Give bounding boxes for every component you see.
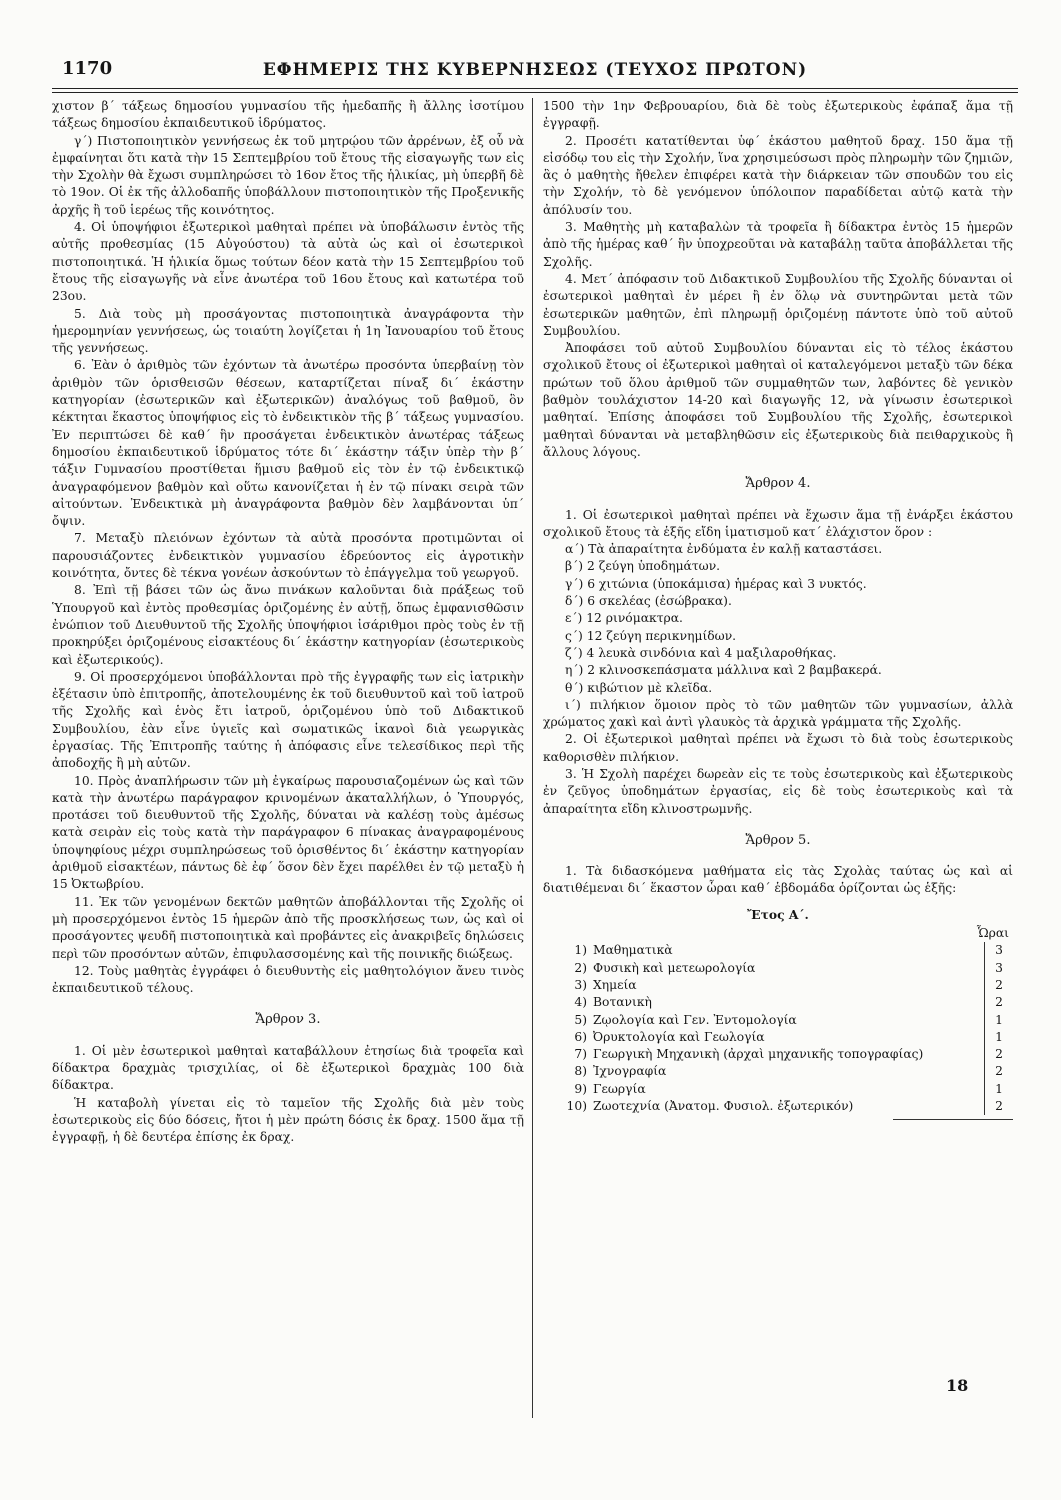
signature-mark: 18 xyxy=(946,1376,969,1395)
row-number: 3) xyxy=(574,977,587,992)
list-item: θ΄) κιβώτιον μὲ κλεῖδα. xyxy=(565,680,713,695)
list-item: δ΄) 6 σκελέας (ἐσώβρακα). xyxy=(565,594,732,609)
paragraph: Ἀποφάσει τοῦ αὐτοῦ Συμβουλίου δύνανται εἰς τὸ τέλος ἑκάστου σχολικοῦ ἔτους οἱ ἐξωτερικοὶ μαθηταὶ οἱ καταλεγόμενοι μεταξὺ τῶν δέκα πρώτων τοῦ ὅλου ἀριθμοῦ τῶν συμμαθητῶν των, λαβόντες δὲ γενικὸν βαθμὸν τουλάχιστον 14-20 καὶ διαγωγῆς 12, νὰ γίνωσιν ἐσωτερικοὶ μαθηταί. Ἐπίσης ἀποφάσει τοῦ Συμβουλίου τῆς Σχολῆς, ἐσωτερικοὶ μαθηταὶ δύνανται νὰ μεταβληθῶσιν εἰς ἐξωτερικοὺς διὰ πειθαρχικοὺς ἢ ἄλλους λόγους. xyxy=(543,341,1013,459)
table-row xyxy=(543,1081,1013,1098)
subject-name: Ζῳολογία καὶ Γεν. Ἐντομολογία xyxy=(593,1012,985,1029)
subject-hours: 3 xyxy=(995,960,1003,975)
header-rule-top xyxy=(52,88,1018,89)
subject-hours: 2 xyxy=(995,1099,1003,1114)
subject-hours: 2 xyxy=(995,1047,1003,1062)
paragraph: χιστον β΄ τάξεως δημοσίου γυμνασίου τῆς ἡμεδαπῆς ἢ ἄλλης ἰσοτίμου τάξεως δημοσίου ἐκπαιδευτικοῦ ἱδρύματος. xyxy=(52,99,524,131)
year-label: Ἔτος Α΄. xyxy=(747,906,809,922)
paragraph: 1. Οἱ ἐσωτερικοὶ μαθηταὶ πρέπει νὰ ἔχωσιν ἅμα τῇ ἐνάρξει ἑκάστου σχολικοῦ ἔτους τὰ ἑξῆς εἴδη ἱματισμοῦ κατ΄ ἐλάχιστον ὅρον : xyxy=(543,507,1013,539)
subject-hours: 1 xyxy=(995,1029,1003,1044)
paragraph: 1. Οἱ μὲν ἐσωτερικοὶ μαθηταὶ καταβάλλουν ἐτησίως διὰ τροφεῖα καὶ δίδακτρα δραχμὰς τρισχιλίας, οἱ δὲ ἐξωτερικοὶ δραχμὰς 100 διὰ δίδακτρα. xyxy=(52,1043,524,1093)
subject-hours: 2 xyxy=(995,1064,1003,1079)
paragraph: 4. Μετ΄ ἀπόφασιν τοῦ Διδακτικοῦ Συμβουλίου τῆς Σχολῆς δύνανται οἱ ἐσωτερικοὶ μαθηταὶ ἐν μέρει ἢ ἐν ὅλῳ νὰ συντηρῶνται μετὰ τῶν ἐσωτερικῶν μαθητῶν, ἐπὶ πληρωμῇ ὁριζομένῃ πάντοτε ὑπὸ τοῦ αὐτοῦ Συμβουλίου. xyxy=(543,271,1013,338)
list-item: ι΄) πιλήκιον ὅμοιον πρὸς τὸ τῶν μαθητῶν τῶν γυμνασίων, ἀλλὰ χρώματος χακὶ καὶ ἀντὶ γλαυκὸς τὰ ἀρχικὰ γράμματα τῆς Σχολῆς. xyxy=(543,697,1013,730)
article-heading: Ἄρθρον 4. xyxy=(745,476,811,492)
paragraph: 7. Μεταξὺ πλειόνων ἐχόντων τὰ αὐτὰ προσόντα προτιμῶνται οἱ παρουσιάζοντες ἐνδεικτικὸν γυμνασίου ἑδρεύοντος εἰς ἀγροτικὴν κοινότητα, ὄντες δὲ τέκνα γονέων ἀσκούντων τὸ ἐπάγγελμα τοῦ γεωργοῦ. xyxy=(52,531,524,581)
right-column xyxy=(543,98,1013,1120)
paragraph: 6. Ἐὰν ὁ ἀριθμὸς τῶν ἐχόντων τὰ ἀνωτέρω προσόντα ὑπερβαίνῃ τὸν ἀριθμὸν τῶν ὁρισθεισῶν θέσεων, καταρτίζεται πίναξ δι΄ ἑκάστην κατηγορίαν (ἐσωτερικῶν καὶ ἐξωτερικῶν) ἀναλόγως τοῦ βαθμοῦ, ὃν κέκτηται ἕκαστος ὑποψήφιος εἰς τὸ ἐνδεικτικὸν τῆς β΄ τάξεως γυμνασίου. Ἐν περιπτώσει δὲ καθ΄ ἣν προσάγεται ἐνδεικτικὸν ἀνωτέρας τάξεως δημοσίου ἐκπαιδευτικοῦ ἱδρύματος τότε δι΄ ἑκάστην τάξιν ὑπὲρ τὴν β΄ τάξιν Γυμνασίου προστίθεται ἥμισυ βαθμοῦ εἰς τὸν ἐν τῷ ἐνδεικτικῷ ἀναγραφόμενον βαθμὸν καὶ οὕτω κανονίζεται ἡ ἐν τῷ πίνακι σειρὰ τῶν αἰτούντων. Ἐνδεικτικὰ μὴ ἀναγράφοντα βαθμὸν δὲν λαμβάνονται ὑπ΄ ὄψιν. xyxy=(52,358,524,529)
list-item: γ΄) 6 χιτώνια (ὑποκάμισα) ἡμέρας καὶ 3 νυκτός. xyxy=(565,576,867,591)
row-number: 9) xyxy=(574,1081,587,1096)
table-row xyxy=(543,1063,1013,1080)
subject-name: Γεωργικὴ Μηχανικὴ (ἀρχαὶ μηχανικῆς τοπογραφίας) xyxy=(593,1046,985,1063)
row-number: 5) xyxy=(574,1012,587,1027)
gazette-title: ΕΦΗΜΕΡΙΣ ΤΗΣ ΚΥΒΕΡΝΗΣΕΩΣ (ΤΕΥΧΟΣ ΠΡΩΤΟΝ) xyxy=(262,60,808,80)
page-number: 1170 xyxy=(62,58,113,79)
column-divider xyxy=(532,98,533,1418)
row-number: 1) xyxy=(574,943,587,958)
paragraph: 3. Ἡ Σχολὴ παρέχει δωρεὰν εἰς τε τοὺς ἐσωτερικοὺς καὶ ἐξωτερικοὺς ἐν ζεῦγος ὑποδημάτων ἐργασίας, εἰς δὲ τοὺς ἐσωτερικοὺς καὶ τὰ ἀπαραίτητα εἴδη κλινοστρωμνῆς. xyxy=(543,766,1013,816)
paragraph: 10. Πρὸς ἀναπλήρωσιν τῶν μὴ ἐγκαίρως παρουσιαζομένων ὡς καὶ τῶν κατὰ τὴν ἀνωτέρω παράγραφον κρινομένων ἀκαταλλήλων, ὁ Ὑπουργός, προτάσει τοῦ διευθυντοῦ τῆς Σχολῆς, δύναται νὰ καλέσῃ τοὺς ἀμέσως κατὰ σειρὰν εἰς τοὺς κατὰ τὴν παράγραφον 6 πίνακας ἀναγραφομένους ὑποψηφίους μέχρι συμπληρώσεως τοῦ ὁρισθέντος δι΄ ἑκάστην κατηγορίαν ἀριθμοῦ εἰσακτέων, πάντως δὲ ἐφ΄ ὅσον δὲν ἔχει παρέλθει ἐν τῷ μεταξὺ ἡ 15 Ὀκτωβρίου. xyxy=(52,773,524,892)
table-row xyxy=(543,1029,1013,1046)
subject-hours: 3 xyxy=(995,943,1003,958)
paragraph: 2. Προσέτι κατατίθενται ὑφ΄ ἑκάστου μαθητοῦ δραχ. 150 ἅμα τῇ εἰσόδῳ του εἰς τὴν Σχολήν, ἵνα χρησιμεύσωσι πρὸς πληρωμὴν τῶν ζημιῶν, ἃς ὁ μαθητὴς ἤθελεν ἐπιφέρει κατὰ τὴν διάρκειαν τῶν σπουδῶν του εἰς τὴν Σχολήν, τὸ δὲ γενόμενον ὑπόλοιπον παραδίδεται αὐτῷ κατὰ τὴν ἀπόλυσίν του. xyxy=(543,133,1013,217)
hours-label: Ὧραι xyxy=(976,926,1009,941)
table-row xyxy=(543,1046,1013,1063)
table-row xyxy=(543,960,1013,977)
list-item: ε΄) 12 ρινόμακτρα. xyxy=(565,611,683,626)
subject-hours: 1 xyxy=(995,1081,1003,1096)
subject-name: Μαθηματικὰ xyxy=(593,942,985,959)
subject-name: Ἰχνογραφία xyxy=(593,1063,985,1080)
subject-name: Φυσικὴ καὶ μετεωρολογία xyxy=(593,960,985,977)
list-item: η΄) 2 κλινοσκεπάσματα μάλλινα καὶ 2 βαμβακερά. xyxy=(565,663,882,678)
article-heading: Ἄρθρον 3. xyxy=(255,1012,321,1028)
row-number: 7) xyxy=(574,1047,587,1062)
paragraph: 5. Διὰ τοὺς μὴ προσάγοντας πιστοποιητικὰ ἀναγράφοντα τὴν ἡμερομηνίαν γεννήσεως, ὡς τοιαύτη λογίζεται ἡ 1η Ἰανουαρίου τοῦ ἔτους τῆς γεννήσεως. xyxy=(52,306,524,356)
paragraph: 9. Οἱ προσερχόμενοι ὑποβάλλονται πρὸ τῆς ἐγγραφῆς των εἰς ἰατρικὴν ἐξέτασιν ὑπὸ ἐπιτροπῆς, ἀποτελουμένης ἐκ τοῦ διευθυντοῦ καὶ τοῦ ἰατροῦ τῆς Σχολῆς καὶ ἑνὸς ἔτι ἰατροῦ, ὁριζομένου ὑπὸ τοῦ Διδακτικοῦ Συμβουλίου, ἐὰν εἶνε ὑγιεῖς καὶ σωματικῶς ἱκανοὶ διὰ γεωργικὰς ἐργασίας. Τῆς Ἐπιτροπῆς ταύτης ἡ ἀπόφασις εἶνε τελεσίδικος περὶ τῆς ἀποδοχῆς ἢ μὴ αὐτῶν. xyxy=(52,669,524,771)
page-header xyxy=(52,58,1018,86)
paragraph: 1500 τὴν 1ην Φεβρουαρίου, διὰ δὲ τοὺς ἐξωτερικοὺς ἐφάπαξ ἅμα τῇ ἐγγραφῇ. xyxy=(543,99,1013,131)
paragraph: 11. Ἐκ τῶν γενομένων δεκτῶν μαθητῶν ἀποβάλλονται τῆς Σχολῆς οἱ μὴ προσερχόμενοι ἐντὸς 15 ἡμερῶν ἀπὸ τῆς προσκλήσεως των, ὡς καὶ οἱ προσάγοντες ψευδῆ πιστοποιητικὰ καὶ προβάντες εἰς ἀνακριβεῖς δηλώσεις περὶ τῶν προσόντων αὐτῶν, ἐπιφυλασσομένης καὶ τῆς ποινικῆς διώξεως. xyxy=(52,894,524,961)
header-rule-bottom xyxy=(52,92,1018,93)
subject-name: Γεωργία xyxy=(593,1081,985,1098)
paragraph: 12. Τοὺς μαθητὰς ἐγγράφει ὁ διευθυντὴς εἰς μαθητολόγιον ἄνευ τινὸς ἐκπαιδευτικοῦ τέλους. xyxy=(52,963,524,996)
list-item: ζ΄) 4 λευκὰ σινδόνια καὶ 4 μαξιλαροθήκας. xyxy=(565,645,837,660)
subject-hours: 1 xyxy=(995,1012,1003,1027)
subject-name: Ζωοτεχνία (Ἀνατομ. Φυσιολ. ἐξωτερικόν) xyxy=(593,1098,985,1115)
row-number: 2) xyxy=(574,960,587,975)
table-row xyxy=(543,1098,1013,1115)
row-number: 6) xyxy=(574,1029,587,1044)
row-number: 4) xyxy=(574,995,587,1010)
timetable xyxy=(543,906,1013,1121)
table-row xyxy=(543,977,1013,994)
subject-name: Ὀρυκτολογία καὶ Γεωλογία xyxy=(593,1029,985,1046)
subject-hours: 2 xyxy=(995,995,1003,1010)
list-item: α΄) Τὰ ἀπαραίτητα ἐνδύματα ἐν καλῇ καταστάσει. xyxy=(565,542,883,557)
table-row xyxy=(543,994,1013,1011)
paragraph: 8. Ἐπὶ τῇ βάσει τῶν ὡς ἄνω πινάκων καλοῦνται διὰ πράξεως τοῦ Ὑπουργοῦ καὶ ἐντὸς προθεσμίας ὁριζομένης ἐν αὐτῇ, ὅπως ἐμφανισθῶσιν ἐνώπιον τοῦ Διευθυντοῦ τῆς Σχολῆς ὑποψήφιοι ἰσάριθμοι πρὸς τοὺς ἐν τῇ προκηρύξει ὁριζομένους εἰσακτέους δι΄ ἑκάστην κατηγορίαν (ἐσωτερικοὺς καὶ ἐξωτερικούς). xyxy=(52,583,524,667)
list-item: ς΄) 12 ζεύγη περικνημίδων. xyxy=(565,628,737,643)
table-bottom-rule xyxy=(893,1119,1013,1120)
table-row xyxy=(543,1012,1013,1029)
row-number: 10) xyxy=(566,1099,587,1114)
subject-hours: 2 xyxy=(995,977,1003,992)
left-column xyxy=(52,98,524,1147)
paragraph: γ΄) Πιστοποιητικὸν γεννήσεως ἐκ τοῦ μητρῴου τῶν ἀρρένων, ἐξ οὗ νὰ ἐμφαίνηται ὅτι κατὰ τὴν 15 Σεπτεμβρίου τοῦ ἔτους τῆς εἰσαγωγῆς των εἰς τὴν Σχολὴν θὰ ἔχωσι συμπληρώσει τὸ 16ον ἔτος τῆς ἡλικίας, μὴ ὑπερβῆ δὲ τὸ 19ον. Οἱ ἐκ τῆς ἀλλοδαπῆς ὑποβάλλουν πιστοποιητικὸν τῆς Προξενικῆς ἀρχῆς ἢ τοῦ ἱερέως τῆς κοινότητος. xyxy=(52,133,524,217)
article-heading: Ἄρθρον 5. xyxy=(745,832,811,848)
row-number: 8) xyxy=(574,1064,587,1079)
paragraph: 3. Μαθητὴς μὴ καταβαλὼν τὰ τροφεῖα ἢ δίδακτρα ἐντὸς 15 ἡμερῶν ἀπὸ τῆς ἡμέρας καθ΄ ἣν ὑποχρεοῦται νὰ καταβάλῃ ταῦτα ἀποβάλλεται τῆς Σχολῆς. xyxy=(543,220,1013,269)
paragraph: Ἡ καταβολὴ γίνεται εἰς τὸ ταμεῖον τῆς Σχολῆς διὰ μὲν τοὺς ἐσωτερικοὺς εἰς δύο δόσεις, ἤτοι ἡ μὲν πρώτη δόσις ἐκ δραχ. 1500 ἅμα τῇ ἐγγραφῇ, ἡ δὲ δευτέρα ἐπίσης ἐκ δραχ. xyxy=(52,1095,524,1145)
table-row xyxy=(543,942,1013,959)
subject-name: Χημεία xyxy=(593,977,985,994)
subject-name: Βοτανικὴ xyxy=(593,994,985,1011)
paragraph: 2. Οἱ ἐξωτερικοὶ μαθηταὶ πρέπει νὰ ἔχωσι τὸ διὰ τοὺς ἐσωτερικοὺς καθορισθὲν πιλήκιον. xyxy=(543,732,1013,764)
paragraph: 1. Τὰ διδασκόμενα μαθήματα εἰς τὰς Σχολὰς ταύτας ὡς καὶ αἱ διατιθέμεναι δι΄ ἕκαστον ὧραι καθ΄ ἑβδομάδα ὁρίζονται ὡς ἑξῆς: xyxy=(543,864,1013,896)
list-item: β΄) 2 ζεύγη ὑποδημάτων. xyxy=(565,559,721,574)
paragraph: 4. Οἱ ὑποψήφιοι ἐξωτερικοὶ μαθηταὶ πρέπει νὰ ὑποβάλωσιν ἐντὸς τῆς αὐτῆς προθεσμίας (15 Αὐγούστου) τὰ αὐτὰ ὡς καὶ οἱ ἐσωτερικοὶ πιστοποιητικά. Ἡ ἡλικία ὅμως τούτων δέον κατὰ τὴν 15 Σεπτεμβρίου τοῦ ἔτους τῆς εἰσαγωγῆς νὰ εἶνε ἀνωτέρα τοῦ 16ου ἔτους καὶ κατωτέρα τοῦ 23ου. xyxy=(52,220,524,304)
